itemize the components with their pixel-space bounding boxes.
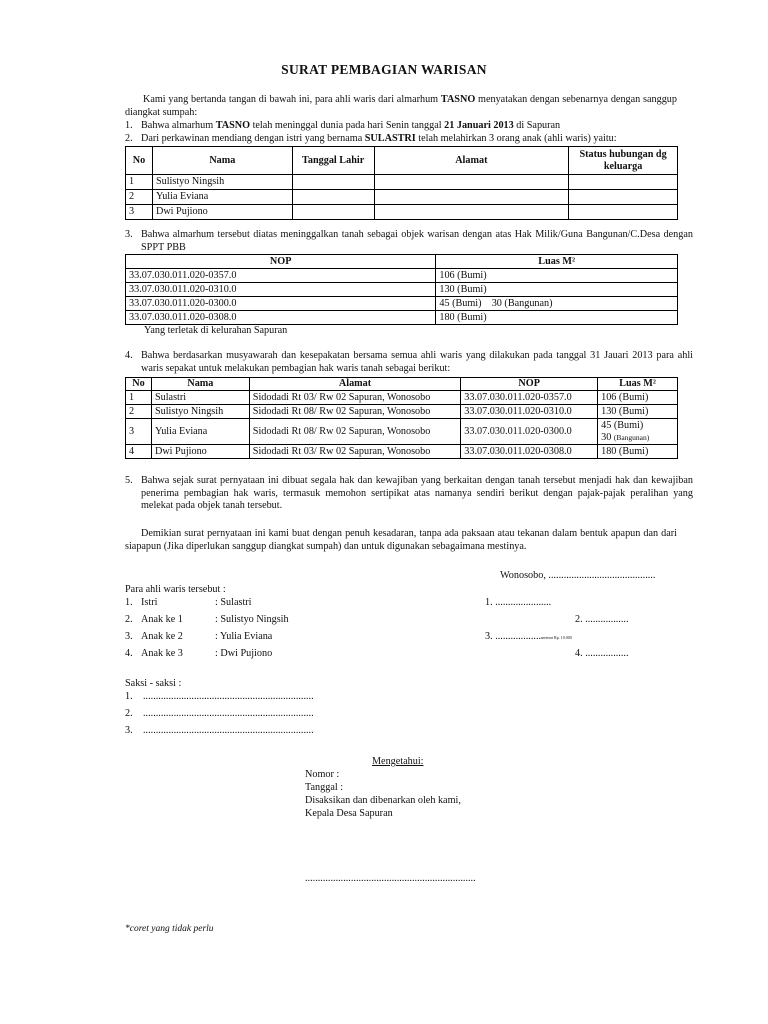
cell-tanggal xyxy=(292,205,374,220)
cell-no: 4 xyxy=(126,445,152,459)
heir-row xyxy=(125,614,685,626)
item-4 xyxy=(125,350,693,375)
cell-nop: 33.07.030.011.020-0308.0 xyxy=(126,311,436,325)
village-head-title: Kepala Desa Sapuran xyxy=(305,808,393,819)
cell-nop: 33.07.030.011.020-0310.0 xyxy=(461,405,598,419)
witness-number: 2. xyxy=(125,708,133,719)
item-1-text: Bahwa almarhum xyxy=(141,120,216,131)
cell-nama: Dwi Pujiono xyxy=(152,205,292,220)
item-3 xyxy=(125,229,693,254)
cell-alamat xyxy=(374,205,569,220)
cell-nop: 33.07.030.011.020-0300.0 xyxy=(126,297,436,311)
witness-line: ................................................................... xyxy=(143,708,314,719)
cell-nama: Yulia Eviana xyxy=(151,419,249,445)
cell-no: 2 xyxy=(126,190,153,205)
witness-number: 1. xyxy=(125,691,133,702)
footnote: *coret yang tidak perlu xyxy=(125,924,214,934)
witness-line: ................................................................... xyxy=(143,725,314,736)
bangunan-value: 30 xyxy=(601,431,612,443)
heir-signature-line: 4. ................. xyxy=(575,648,629,659)
item-1 xyxy=(125,120,677,133)
item-number: 5. xyxy=(125,475,133,486)
acknowledge-nomor: Nomor : xyxy=(305,769,340,780)
header-alamat: Alamat xyxy=(249,378,460,391)
table-row xyxy=(126,269,678,283)
distribution-table xyxy=(125,377,678,459)
item-5-text: Bahwa sejak surat pernyataan ini dibuat segala hak dan kewajiban yang berkaitan dengan tanah tersebut menjadi hak dan kewajiban penerima pembagian hak waris, termasuk memohon sertipikat atas namanya sendiri berikut dengan pajak-pajak peralihan yang melekat pada objek tanah tersebut. xyxy=(141,475,693,512)
header-status: Status hubungan dg keluarga xyxy=(569,147,678,175)
cell-luas: 45 (Bumi) 30 (Bangunan) xyxy=(436,297,678,311)
spouse-name: SULASTRI xyxy=(364,133,416,144)
witness-row xyxy=(125,725,314,736)
cell-luas: 106 (Bumi) xyxy=(598,391,678,405)
item-3-text: Bahwa almarhum tersebut diatas meninggalkan tanah sebagai objek warisan dengan atas Hak Milik/Guna Bangunan/C.Desa dengan SPPT PBB xyxy=(141,229,693,253)
children-table xyxy=(125,146,678,220)
cell-luas: 106 (Bumi) xyxy=(436,269,678,283)
cell-nop: 33.07.030.011.020-0308.0 xyxy=(461,445,598,459)
location-note: Yang terletak di kelurahan Sapuran xyxy=(144,325,288,336)
cell-alamat xyxy=(374,190,569,205)
item-number: 4. xyxy=(125,350,133,361)
heir-number: 2. xyxy=(125,614,133,625)
cell-luas: 180 (Bumi) xyxy=(598,445,678,459)
cell-status xyxy=(569,190,678,205)
table-row xyxy=(126,283,678,297)
heir-row xyxy=(125,597,685,609)
heirs-label: Para ahli waris tersebut : xyxy=(125,584,226,595)
cell-nop: 33.07.030.011.020-0357.0 xyxy=(126,269,436,283)
cell-luas: 180 (Bumi) xyxy=(436,311,678,325)
item-4-text: Bahwa berdasarkan musyawarah dan kesepakatan bersama semua ahli waris yang dilakukan pada tanggal 31 Jauari 2013 para ahli waris sepakat untuk melakukan pembagian hak waris tanah sebagai berikut: xyxy=(141,350,693,374)
cell-no: 2 xyxy=(126,405,152,419)
table-row xyxy=(126,445,678,459)
witness-label: Saksi - saksi : xyxy=(125,678,182,689)
cell-nama: Sulistyo Ningsih xyxy=(151,405,249,419)
intro-paragraph xyxy=(125,94,677,119)
cell-no: 1 xyxy=(126,175,153,190)
heir-number: 1. xyxy=(125,597,133,608)
header-nop: NOP xyxy=(461,378,598,391)
item-2-text: Dari perkawinan mendiang dengan istri yang bernama xyxy=(141,133,365,144)
cell-nama: Dwi Pujiono xyxy=(151,445,249,459)
heir-signature-line: 1. ...................... xyxy=(485,597,552,608)
header-no: No xyxy=(126,378,152,391)
heir-signature-line: 3. .................. xyxy=(485,631,542,642)
heir-role: Anak ke 3 xyxy=(141,648,183,659)
item-number: 2. xyxy=(125,133,133,144)
heir-row xyxy=(125,631,685,643)
witness-row xyxy=(125,708,314,719)
cell-tanggal xyxy=(292,190,374,205)
cell-luas xyxy=(598,419,678,445)
heir-name: : Sulastri xyxy=(215,597,252,608)
intro-text-end: menyatakan dengan sebenarnya dengan sanggup diangkat sumpah: xyxy=(125,94,677,118)
table-row xyxy=(126,419,678,445)
cell-luas: 130 (Bumi) xyxy=(436,283,678,297)
item-number: 3. xyxy=(125,229,133,240)
cell-no: 3 xyxy=(126,419,152,445)
cell-tanggal xyxy=(292,175,374,190)
header-nama: Nama xyxy=(151,378,249,391)
cell-luas-bangunan xyxy=(601,432,674,444)
acknowledge-witnessed: Disaksikan dan dibenarkan oleh kami, xyxy=(305,795,461,806)
table-row xyxy=(126,391,678,405)
header-luas: Luas M² xyxy=(598,378,678,391)
table-row xyxy=(126,205,678,220)
heir-role: Istri xyxy=(141,597,158,608)
document-title: SURAT PEMBAGIAN WARISAN xyxy=(281,62,487,77)
table-row xyxy=(126,405,678,419)
item-1-name: TASNO xyxy=(215,120,251,131)
acknowledge-title: Mengetahui: xyxy=(372,756,424,767)
cell-nama: Sulistyo Ningsih xyxy=(152,175,292,190)
item-2-text-end: telah melahirkan 3 orang anak (ahli waris) yaitu: xyxy=(415,133,617,144)
item-1-text-mid: telah meninggal dunia pada hari Senin tanggal xyxy=(250,120,445,131)
death-date: 21 Januari 2013 xyxy=(444,120,514,131)
header-nama: Nama xyxy=(152,147,292,175)
cell-nop: 33.07.030.011.020-0300.0 xyxy=(461,419,598,445)
item-5 xyxy=(125,475,693,513)
table-row xyxy=(126,190,678,205)
header-nop: NOP xyxy=(126,255,436,269)
heir-signature-line: 2. ................. xyxy=(575,614,629,625)
heir-name: : Yulia Eviana xyxy=(215,631,273,642)
cell-no: 3 xyxy=(126,205,153,220)
item-1-text-end: di Sapuran xyxy=(513,120,561,131)
village-head-signature-line: ................................................................... xyxy=(305,873,476,884)
closing-paragraph: Demikian surat pernyataan ini kami buat dengan penuh kesadaran, tanpa ada paksaan atau tekanan dalam bentuk apapun dan dari siapapun (Jika diperlukan sanggup diangkat sumpah) dan untuk digunakan sebagaimana mestinya. xyxy=(125,528,677,552)
deceased-name: TASNO xyxy=(440,94,476,105)
cell-alamat: Sidodadi Rt 08/ Rw 02 Sapuran, Wonosobo xyxy=(249,405,460,419)
bangunan-label: (Bangunan) xyxy=(613,432,650,442)
witness-number: 3. xyxy=(125,725,133,736)
cell-alamat: Sidodadi Rt 03/ Rw 02 Sapuran, Wonosobo xyxy=(249,391,460,405)
heir-name: : Sulistyo Ningsih xyxy=(215,614,289,625)
item-number: 1. xyxy=(125,120,133,131)
cell-status xyxy=(569,175,678,190)
heir-number: 4. xyxy=(125,648,133,659)
heir-number: 3. xyxy=(125,631,133,642)
cell-luas-bumi: 45 (Bumi) xyxy=(601,419,644,431)
acknowledge-tanggal: Tanggal : xyxy=(305,782,344,793)
table-row xyxy=(126,311,678,325)
cell-nama: Sulastri xyxy=(151,391,249,405)
heir-role: Anak ke 2 xyxy=(141,631,183,642)
table-row xyxy=(126,297,678,311)
cell-alamat: Sidodadi Rt 08/ Rw 02 Sapuran, Wonosobo xyxy=(249,419,460,445)
stamp-duty-note: meterai Rp. 10.000 xyxy=(541,635,572,640)
header-no: No xyxy=(126,147,153,175)
cell-nop: 33.07.030.011.020-0310.0 xyxy=(126,283,436,297)
cell-luas: 130 (Bumi) xyxy=(598,405,678,419)
cell-status xyxy=(569,205,678,220)
land-objects-table xyxy=(125,254,678,325)
intro-text: Kami yang bertanda tangan di bawah ini, para ahli waris dari almarhum xyxy=(143,94,441,105)
item-2 xyxy=(125,133,685,146)
header-luas: Luas M² xyxy=(436,255,678,269)
witness-line: ................................................................... xyxy=(143,691,314,702)
heir-row xyxy=(125,648,685,660)
header-tanggal-lahir: Tanggal Lahir xyxy=(292,147,374,175)
cell-alamat xyxy=(374,175,569,190)
cell-alamat: Sidodadi Rt 03/ Rw 02 Sapuran, Wonosobo xyxy=(249,445,460,459)
header-alamat: Alamat xyxy=(374,147,569,175)
place-date: Wonosobo, .......................................... xyxy=(500,570,656,581)
heir-name: : Dwi Pujiono xyxy=(215,648,273,659)
cell-nama: Yulia Eviana xyxy=(152,190,292,205)
witness-row xyxy=(125,691,314,702)
table-row xyxy=(126,175,678,190)
cell-no: 1 xyxy=(126,391,152,405)
heir-role: Anak ke 1 xyxy=(141,614,183,625)
cell-nop: 33.07.030.011.020-0357.0 xyxy=(461,391,598,405)
